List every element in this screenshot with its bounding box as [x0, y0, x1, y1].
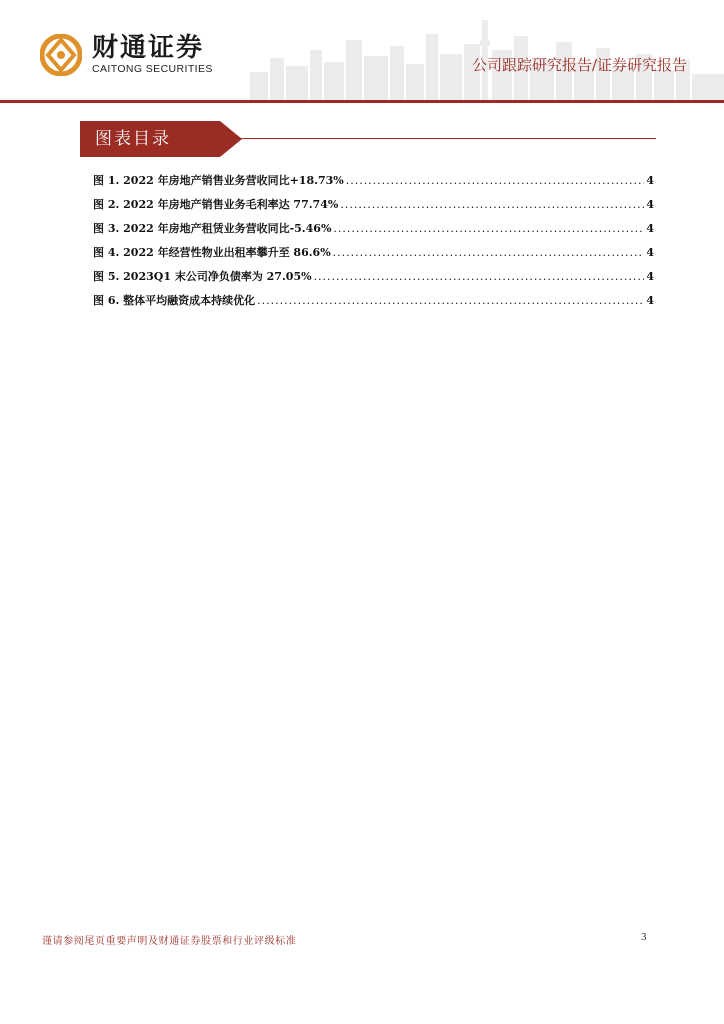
- figure-index: [93, 172, 654, 316]
- toc-entry[interactable]: [93, 196, 654, 220]
- toc-entry[interactable]: [93, 172, 654, 196]
- toc-leader: [333, 246, 644, 259]
- toc-entry-page: 4: [646, 222, 654, 235]
- page-header: [0, 0, 724, 104]
- toc-entry-page: 4: [646, 246, 654, 259]
- toc-entry-label: 图 2. 2022 年房地产销售业务毛利率达 77.74%: [93, 198, 339, 211]
- disclaimer-note: 谨请参阅尾页重要声明及财通证券股票和行业评级标准: [42, 936, 297, 947]
- toc-entry[interactable]: [93, 220, 654, 244]
- toc-entry-label: 图 3. 2022 年房地产租赁业务营收同比-5.46%: [93, 222, 332, 235]
- toc-entry-page: 4: [646, 294, 654, 307]
- header-divider: [0, 100, 724, 103]
- toc-entry[interactable]: [93, 292, 654, 316]
- toc-leader: [346, 174, 644, 187]
- toc-entry-label: 图 4. 2022 年经营性物业出租率攀升至 86.6%: [93, 246, 331, 259]
- toc-entry-label: 图 6. 整体平均融资成本持续优化: [93, 294, 256, 307]
- section-divider: [200, 138, 656, 139]
- toc-leader: [257, 294, 644, 307]
- toc-entry-page: 4: [646, 174, 654, 187]
- brand-name-en: CAITONG SECURITIES: [92, 63, 213, 75]
- brand-name-cn: 财通证券: [92, 33, 205, 63]
- report-type: 公司跟踪研究报告/证券研究报告: [471, 56, 687, 74]
- toc-entry[interactable]: [93, 244, 654, 268]
- toc-entry-page: 4: [646, 198, 654, 211]
- toc-leader: [314, 270, 644, 283]
- toc-entry-label: 图 5. 2023Q1 末公司净负债率为 27.05%: [93, 270, 312, 283]
- toc-entry-page: 4: [646, 270, 654, 283]
- toc-leader: [333, 222, 644, 235]
- section-title: 图表目录: [95, 129, 171, 149]
- toc-entry-label: 图 1. 2022 年房地产销售业务营收同比+18.73%: [93, 174, 344, 187]
- toc-entry[interactable]: [93, 268, 654, 292]
- caitong-logo-icon: [40, 34, 82, 76]
- page-number: 3: [641, 931, 647, 943]
- toc-leader: [340, 198, 644, 211]
